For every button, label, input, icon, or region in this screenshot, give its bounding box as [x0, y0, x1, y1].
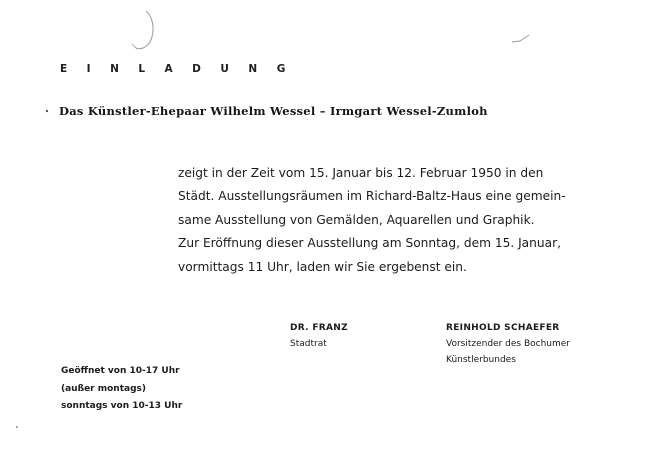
- invitation-body: [178, 162, 581, 279]
- scan-dot-left: [44, 108, 50, 114]
- scan-mark-top-right: [510, 32, 532, 46]
- scan-mark-top-left: [128, 8, 160, 52]
- einladung-heading: EINLADUNG: [60, 63, 305, 75]
- body-line: zeigt in der Zeit vom 15. Januar bis 12. Februar 1950 in den: [178, 166, 544, 180]
- signatory-title: Vorsitzender des Bochumer: [446, 339, 571, 349]
- signatory-schaefer: [446, 320, 570, 368]
- invitation-headline: Das Künstler-Ehepaar Wilhelm Wessel – Irmgart Wessel-Zumloh: [59, 104, 488, 118]
- body-line: vormittags 11 Uhr, laden wir Sie ergebenst ein.: [178, 259, 467, 274]
- body-line: Zur Eröffnung dieser Ausstellung am Sonntag, dem 15. Januar,: [178, 236, 561, 251]
- hours-line: (außer montags): [61, 383, 146, 394]
- signatory-name: REINHOLD SCHAEFER: [446, 323, 560, 333]
- body-line: same Ausstellung von Gemälden, Aquarellen und Graphik.: [178, 212, 535, 227]
- body-line: Städt. Ausstellungsräumen im Richard-Baltz-Haus eine gemein-: [178, 189, 566, 204]
- hours-line: Geöffnet von 10-17 Uhr: [61, 366, 180, 376]
- signatory-franz: [290, 320, 348, 352]
- signatory-name: DR. FRANZ: [290, 323, 348, 333]
- signatory-title: Stadtrat: [290, 339, 327, 349]
- hours-line: sonntags von 10-13 Uhr: [61, 401, 183, 411]
- opening-hours: [61, 363, 182, 416]
- signatory-title: Künstlerbundes: [446, 355, 516, 365]
- scan-dot-bottom-left: [14, 424, 20, 430]
